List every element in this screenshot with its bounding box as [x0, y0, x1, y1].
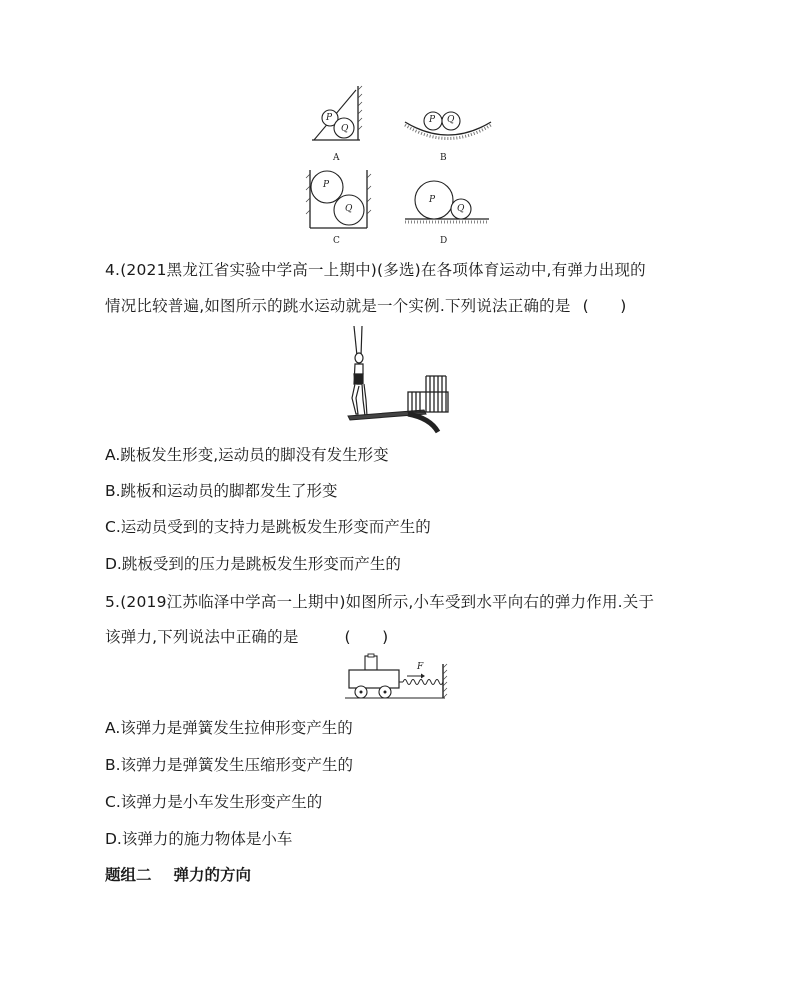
- answer-paren: ( ): [344, 628, 389, 646]
- diving-board-illustration: [338, 322, 450, 432]
- section-title: 弹力的方向: [173, 866, 252, 884]
- question-4-line-1: 4.(2021黑龙江省实验中学高一上期中)(多选)在各项体育运动中,有弹力出现的: [105, 261, 646, 279]
- section-heading: [105, 863, 251, 885]
- figure-b-drawing: [403, 108, 493, 143]
- ball-p-label: P: [429, 115, 436, 125]
- ball-q-label: Q: [457, 204, 465, 214]
- ball-p-label: P: [429, 195, 436, 205]
- question-5-option-c[interactable]: C.该弹力是小车发生形变产生的: [105, 793, 323, 811]
- question-5-line-2: [105, 625, 388, 647]
- ball-q-label: Q: [341, 124, 349, 134]
- ball-p-label: P: [323, 180, 330, 190]
- figure-b-label: B: [440, 153, 447, 163]
- question-4-line-2-text: 情况比较普遍,如图所示的跳水运动就是一个实例.下列说法正确的是: [105, 297, 571, 315]
- question-4-option-a[interactable]: A.跳板发生形变,运动员的脚没有发生形变: [105, 446, 389, 464]
- ball-q-label: Q: [447, 115, 455, 125]
- question-5-option-d[interactable]: D.该弹力的施力物体是小车: [105, 830, 293, 848]
- figure-c-drawing: [305, 168, 375, 230]
- question-5-line-2-text: 该弹力,下列说法中正确的是: [105, 628, 299, 646]
- question-4-line-2: [105, 294, 626, 316]
- figure-c-label: C: [333, 236, 340, 246]
- answer-paren: ( ): [582, 297, 627, 315]
- question-5-line-1: 5.(2019江苏临泽中学高一上期中)如图所示,小车受到水平向右的弹力作用.关于: [105, 593, 655, 611]
- ball-p-label: P: [326, 113, 333, 123]
- figure-a-label: A: [333, 153, 340, 163]
- figure-d-drawing: [403, 180, 493, 225]
- cart-spring-illustration: [345, 654, 450, 702]
- force-f-label: F: [417, 662, 424, 672]
- question-4-option-b[interactable]: B.跳板和运动员的脚都发生了形变: [105, 482, 338, 500]
- question-4-option-d[interactable]: D.跳板受到的压力是跳板发生形变而产生的: [105, 555, 401, 573]
- section-group-label: 题组二: [105, 866, 152, 884]
- question-4-option-c[interactable]: C.运动员受到的支持力是跳板发生形变而产生的: [105, 518, 431, 536]
- figure-a-drawing: [310, 84, 370, 144]
- ball-q-label: Q: [345, 204, 353, 214]
- question-5-option-a[interactable]: A.该弹力是弹簧发生拉伸形变产生的: [105, 719, 353, 737]
- figure-d-label: D: [440, 236, 448, 246]
- question-5-option-b[interactable]: B.该弹力是弹簧发生压缩形变产生的: [105, 756, 354, 774]
